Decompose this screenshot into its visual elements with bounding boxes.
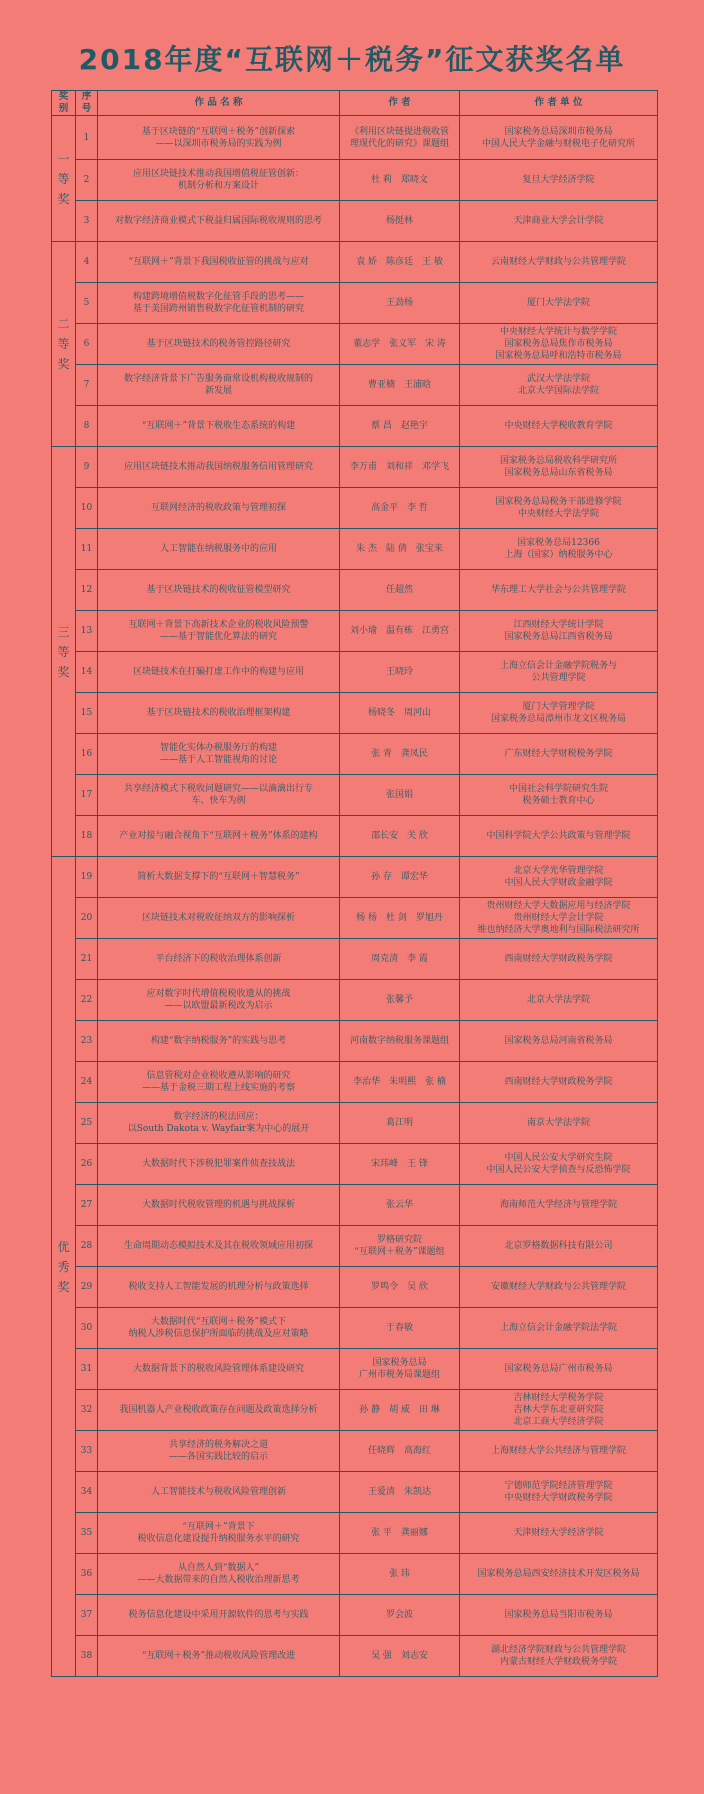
seq-cell: 7 [76, 365, 98, 406]
author-cell: 朱 杰 陆 倩 张宝来 [340, 529, 460, 570]
page-title: 2018年度“互联网＋税务”征文获奖名单 [78, 43, 626, 76]
unit-cell: 中央财经大学税收教育学院 [460, 406, 658, 447]
unit-cell: 中央财经大学统计与数学学院 国家税务总局焦作市税务局 国家税务总局呼和浩特市税务局 [460, 324, 658, 365]
table-row [52, 1226, 658, 1267]
unit-cell: 国家税务总局税务干部进修学院 中央财经大学法学院 [460, 488, 658, 529]
unit-cell: 中国社会科学院研究生院 税务硕士教育中心 [460, 775, 658, 816]
unit-cell: 厦门大学法学院 [460, 283, 658, 324]
author-cell: 葛江明 [340, 1103, 460, 1144]
unit-cell: 上海财经大学公共经济与管理学院 [460, 1431, 658, 1472]
seq-cell: 26 [76, 1144, 98, 1185]
author-cell: 邵长安 关 欣 [340, 816, 460, 857]
table-row [52, 1513, 658, 1554]
work-title-cell: “互联网＋”背景下 税收信息化建设提升纳税服务水平的研究 [98, 1513, 340, 1554]
table-row [52, 406, 658, 447]
table-row [52, 283, 658, 324]
unit-cell: 天津财经大学经济学院 [460, 1513, 658, 1554]
table-row [52, 160, 658, 201]
author-cell: 宋玮峰 王 锋 [340, 1144, 460, 1185]
unit-cell: 江西财经大学统计学院 国家税务总局江西省税务局 [460, 611, 658, 652]
table-row [52, 242, 658, 283]
seq-cell: 19 [76, 857, 98, 898]
table-row [52, 116, 658, 160]
work-title-cell: 基于区块链技术的税务管控路径研究 [98, 324, 340, 365]
seq-cell: 27 [76, 1185, 98, 1226]
table-row [52, 652, 658, 693]
unit-cell: 海南师范大学经济与管理学院 [460, 1185, 658, 1226]
table-row [52, 898, 658, 939]
work-title-cell: 基于区块链技术的税收征管模型研究 [98, 570, 340, 611]
unit-cell: 上海立信会计金融学院法学院 [460, 1308, 658, 1349]
seq-cell: 36 [76, 1554, 98, 1595]
award-category-third-prize: 三等奖 [52, 447, 76, 857]
table-row [52, 775, 658, 816]
seq-cell: 21 [76, 939, 98, 980]
work-title-cell: “互联网＋”背景下税收生态系统的构建 [98, 406, 340, 447]
author-cell: 吴 强 刘志安 [340, 1636, 460, 1677]
seq-cell: 13 [76, 611, 98, 652]
table-row [52, 529, 658, 570]
table-row [52, 857, 658, 898]
seq-cell: 30 [76, 1308, 98, 1349]
seq-cell: 34 [76, 1472, 98, 1513]
work-title-cell: 大数据时代下涉税犯罪案件侦查技战法 [98, 1144, 340, 1185]
seq-cell: 18 [76, 816, 98, 857]
unit-cell: 国家税务总局广州市税务局 [460, 1349, 658, 1390]
work-title-cell: 人工智能技术与税收风险管理创新 [98, 1472, 340, 1513]
work-title-cell: “互联网＋”背景下我国税收征管的挑战与应对 [98, 242, 340, 283]
table-row [52, 611, 658, 652]
work-title-cell: 大数据时代税收管理的机遇与挑战探析 [98, 1185, 340, 1226]
award-category-first-prize: 一等奖 [52, 116, 76, 242]
table-row [52, 488, 658, 529]
work-title-cell: 大数据时代“互联网＋税务”模式下 纳税人涉税信息保护所面临的挑战及应对策略 [98, 1308, 340, 1349]
table-row [52, 1062, 658, 1103]
seq-cell: 3 [76, 201, 98, 242]
unit-cell: 宁德师范学院经济管理学院 中央财经大学财政税务学院 [460, 1472, 658, 1513]
author-cell: 董志学 张义军 宋 涛 [340, 324, 460, 365]
seq-cell: 10 [76, 488, 98, 529]
work-column-header: 作 品 名 称 [98, 91, 340, 116]
work-title-cell: 数字经济背景下广告服务商常设机构税收规制的 新发展 [98, 365, 340, 406]
table-row [52, 1431, 658, 1472]
author-cell: 王劲杨 [340, 283, 460, 324]
author-column-header: 作 者 [340, 91, 460, 116]
seq-cell: 14 [76, 652, 98, 693]
seq-cell: 33 [76, 1431, 98, 1472]
work-title-cell: 生命周期动态模拟技术及其在税收领域应用初探 [98, 1226, 340, 1267]
work-title-cell: 简析大数据支撑下的“互联网＋智慧税务” [98, 857, 340, 898]
unit-cell: 北京罗格数据科技有限公司 [460, 1226, 658, 1267]
work-title-cell: 信息管税对企业税收遵从影响的研究 ——基于金税三期工程上线实施的考察 [98, 1062, 340, 1103]
awards-table [51, 90, 658, 1677]
work-title-cell: 平台经济下的税收治理体系创新 [98, 939, 340, 980]
work-title-cell: 数字经济的税法回应： 以South Dakota v. Wayfair案为中心的展开 [98, 1103, 340, 1144]
author-cell: 王晓玲 [340, 652, 460, 693]
unit-cell: 国家税务总局12366 上海（国家）纳税服务中心 [460, 529, 658, 570]
unit-cell: 北京大学光华管理学院 中国人民大学财政金融学院 [460, 857, 658, 898]
seq-cell: 1 [76, 116, 98, 160]
work-title-cell: 区块链技术在打骗打虚工作中的构建与应用 [98, 652, 340, 693]
work-title-cell: 对数字经济商业模式下税益归属国际税收规则的思考 [98, 201, 340, 242]
table-row [52, 570, 658, 611]
author-cell: 于春敏 [340, 1308, 460, 1349]
author-cell: 孙 存 谭宏华 [340, 857, 460, 898]
author-cell: 任晓辉 高海红 [340, 1431, 460, 1472]
work-title-cell: 应用区块链技术推动我国纳税服务信用管理研究 [98, 447, 340, 488]
unit-cell: 北京大学法学院 [460, 980, 658, 1021]
seq-cell: 5 [76, 283, 98, 324]
seq-cell: 11 [76, 529, 98, 570]
seq-cell: 20 [76, 898, 98, 939]
table-row [52, 1267, 658, 1308]
award-rows [52, 116, 658, 1677]
seq-cell: 23 [76, 1021, 98, 1062]
table-row [52, 939, 658, 980]
work-title-cell: 大数据背景下的税收风险管理体系建设研究 [98, 1349, 340, 1390]
work-title-cell: 构建跨境增值税数字化征管手段的思考—— 基于美国跨州销售税数字化征管机制的研究 [98, 283, 340, 324]
seq-cell: 37 [76, 1595, 98, 1636]
author-cell: 蔡 昌 赵艳宇 [340, 406, 460, 447]
unit-cell: 贵州财经大学大数据应用与经济学院 贵州财经大学会计学院 维也纳经济大学奥地利与国际税法研究所 [460, 898, 658, 939]
unit-cell: 湖北经济学院财政与公共管理学院 内蒙古财经大学财政税务学院 [460, 1636, 658, 1677]
author-cell: 张 青 龚凤民 [340, 734, 460, 775]
award-category-excellence-prize: 优秀奖 [52, 857, 76, 1677]
unit-cell: 国家税务总局税收科学研究所 国家税务总局山东省税务局 [460, 447, 658, 488]
author-cell: 袁 娇 陈彦廷 王 敏 [340, 242, 460, 283]
author-cell: 《利用区块链提进税收管 理现代化的研究》课题组 [340, 116, 460, 160]
work-title-cell: 互联网经济的税收政策与管理初探 [98, 488, 340, 529]
work-title-cell: 互联网＋背景下高新技术企业的税收风险预警 ——基于智能优化算法的研究 [98, 611, 340, 652]
unit-cell: 国家税务总局河南省税务局 [460, 1021, 658, 1062]
table-row [52, 1390, 658, 1431]
unit-cell: 天津商业大学会计学院 [460, 201, 658, 242]
author-cell: 国家税务总局 广州市税务局课题组 [340, 1349, 460, 1390]
seq-cell: 32 [76, 1390, 98, 1431]
table-row [52, 1103, 658, 1144]
unit-cell: 华东理工大学社会与公共管理学院 [460, 570, 658, 611]
work-title-cell: 税收支持人工智能发展的机理分析与政策选择 [98, 1267, 340, 1308]
author-cell: 张国娟 [340, 775, 460, 816]
unit-cell: 吉林财经大学税务学院 吉林大学东北亚研究院 北京工商大学经济学院 [460, 1390, 658, 1431]
work-title-cell: 基于区块链的“互联网＋税务”创新探索 ——以深圳市税务局的实践为例 [98, 116, 340, 160]
unit-cell: 国家税务总局深圳市税务局 中国人民大学金融与财税电子化研究所 [460, 116, 658, 160]
work-title-cell: 产业对接与融合视角下“互联网＋税务”体系的建构 [98, 816, 340, 857]
author-cell: 王爱清 朱凯达 [340, 1472, 460, 1513]
work-title-cell: 智能化实体办税服务厅的构建 ——基于人工智能视角的讨论 [98, 734, 340, 775]
award-category-second-prize: 二等奖 [52, 242, 76, 447]
author-cell: 罗鸣令 吴 欣 [340, 1267, 460, 1308]
table-row [52, 1349, 658, 1390]
unit-cell: 中国人民公安大学研究生院 中国人民公安大学侦查与反恐怖学院 [460, 1144, 658, 1185]
table-row [52, 1021, 658, 1062]
seq-cell: 15 [76, 693, 98, 734]
author-cell: 曹亚楠 王浦晗 [340, 365, 460, 406]
author-cell: 杨 杨 杜 剑 罗旭丹 [340, 898, 460, 939]
unit-cell: 国家税务总局西安经济技术开发区税务局 [460, 1554, 658, 1595]
unit-cell: 西南财经大学财政税务学院 [460, 939, 658, 980]
work-title-cell: 人工智能在纳税服务中的应用 [98, 529, 340, 570]
seq-cell: 29 [76, 1267, 98, 1308]
table-row [52, 201, 658, 242]
author-cell: 李万甫 刘和祥 邓学飞 [340, 447, 460, 488]
unit-cell: 南京大学法学院 [460, 1103, 658, 1144]
table-row [52, 980, 658, 1021]
seq-cell: 17 [76, 775, 98, 816]
unit-cell: 安徽财经大学财政与公共管理学院 [460, 1267, 658, 1308]
table-row [52, 1185, 658, 1226]
work-title-cell: 共享经济模式下税收问题研究——以滴滴出行专 车、快车为例 [98, 775, 340, 816]
seq-column-header: 序号 [76, 91, 98, 116]
unit-cell: 西南财经大学财政税务学院 [460, 1062, 658, 1103]
author-cell: 张 平 龚丽娜 [340, 1513, 460, 1554]
work-title-cell: 区块链技术对税收征纳双方的影响探析 [98, 898, 340, 939]
unit-cell: 广东财经大学财税税务学院 [460, 734, 658, 775]
table-row [52, 1595, 658, 1636]
work-title-cell: 税务信息化建设中采用开源软件的思考与实践 [98, 1595, 340, 1636]
unit-cell: 国家税务总局当阳市税务局 [460, 1595, 658, 1636]
author-cell: 河南数字纳税服务课题组 [340, 1021, 460, 1062]
seq-cell: 35 [76, 1513, 98, 1554]
seq-cell: 38 [76, 1636, 98, 1677]
author-cell: 杨挺林 [340, 201, 460, 242]
header-row [52, 91, 658, 116]
seq-cell: 22 [76, 980, 98, 1021]
work-title-cell: “互联网＋税务”推动税收风险管理改进 [98, 1636, 340, 1677]
seq-cell: 2 [76, 160, 98, 201]
author-cell: 杨晓冬 周河山 [340, 693, 460, 734]
seq-cell: 8 [76, 406, 98, 447]
unit-column-header: 作 者 单 位 [460, 91, 658, 116]
author-cell: 张云华 [340, 1185, 460, 1226]
table-row [52, 1472, 658, 1513]
author-cell: 任超然 [340, 570, 460, 611]
table-row [52, 1554, 658, 1595]
seq-cell: 16 [76, 734, 98, 775]
author-cell: 周克清 李 霞 [340, 939, 460, 980]
work-title-cell: 从自然人到“数据人” ——大数据带来的自然人税收治理新思考 [98, 1554, 340, 1595]
work-title-cell: 我国机器人产业税收政策存在问题及政策选择分析 [98, 1390, 340, 1431]
author-cell: 罗会波 [340, 1595, 460, 1636]
author-cell: 罗格研究院 “互联网＋税务”课题组 [340, 1226, 460, 1267]
table-row [52, 365, 658, 406]
author-cell: 张 玮 [340, 1554, 460, 1595]
table-row [52, 447, 658, 488]
unit-cell: 厦门大学管理学院 国家税务总局漳州市龙文区税务局 [460, 693, 658, 734]
work-title-cell: 基于区块链技术的税收治理框架构建 [98, 693, 340, 734]
author-cell: 孙 静 胡 威 田 琳 [340, 1390, 460, 1431]
table-row [52, 1144, 658, 1185]
table-row [52, 734, 658, 775]
work-title-cell: 构建“数字纳税服务”的实践与思考 [98, 1021, 340, 1062]
seq-cell: 24 [76, 1062, 98, 1103]
work-title-cell: 应用区块链技术推动我国增值税征管创新： 机制分析和方案设计 [98, 160, 340, 201]
table-row [52, 1636, 658, 1677]
seq-cell: 31 [76, 1349, 98, 1390]
author-cell: 张馨予 [340, 980, 460, 1021]
unit-cell: 复旦大学经济学院 [460, 160, 658, 201]
work-title-cell: 应对数字时代增值税税收遗从的挑战 ——以欧盟最新税改为启示 [98, 980, 340, 1021]
author-cell: 刘小瑜 温有栋 江勇宫 [340, 611, 460, 652]
author-cell: 杜 莉 郑晓文 [340, 160, 460, 201]
table-row [52, 693, 658, 734]
author-cell: 高金平 李 哲 [340, 488, 460, 529]
table-row [52, 1308, 658, 1349]
table-row [52, 816, 658, 857]
unit-cell: 武汉大学法学院 北京大学国际法学院 [460, 365, 658, 406]
unit-cell: 上海立信会计金融学院税务与 公共管理学院 [460, 652, 658, 693]
author-cell: 李治华 朱明熙 张 楠 [340, 1062, 460, 1103]
seq-cell: 12 [76, 570, 98, 611]
seq-cell: 6 [76, 324, 98, 365]
work-title-cell: 共享经济的税务解决之道 ——各国实践比较的启示 [98, 1431, 340, 1472]
unit-cell: 云南财经大学财政与公共管理学院 [460, 242, 658, 283]
award-column-header: 奖别 [52, 91, 76, 116]
seq-cell: 25 [76, 1103, 98, 1144]
table-row [52, 324, 658, 365]
unit-cell: 中国科学院大学公共政策与管理学院 [460, 816, 658, 857]
seq-cell: 9 [76, 447, 98, 488]
seq-cell: 4 [76, 242, 98, 283]
seq-cell: 28 [76, 1226, 98, 1267]
